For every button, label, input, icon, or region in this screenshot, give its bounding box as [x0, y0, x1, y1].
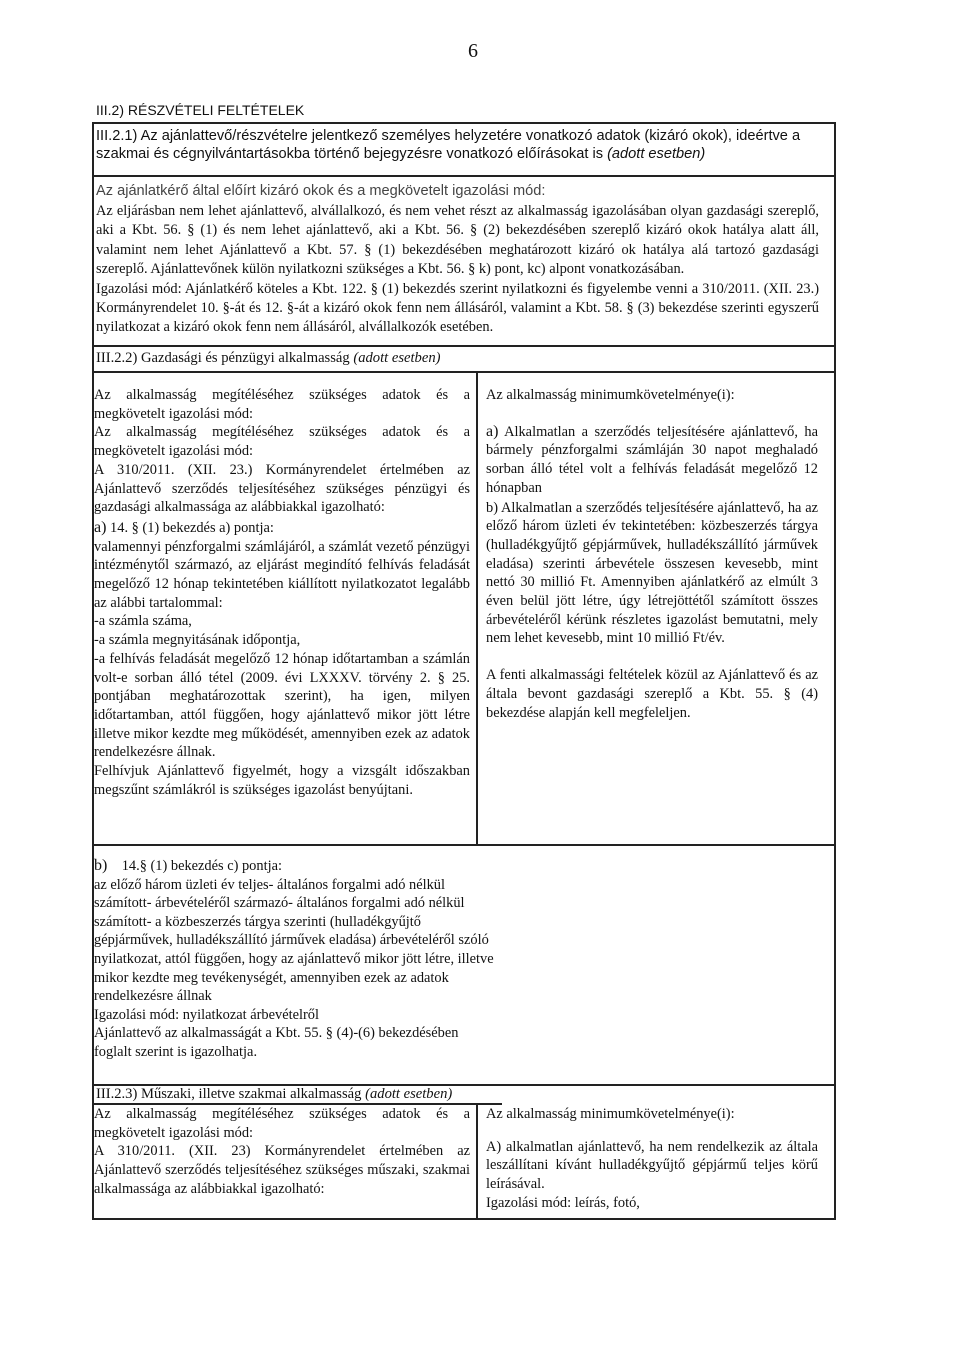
item-b-block: [94, 857, 494, 1062]
divider: [92, 175, 836, 177]
column-divider: [476, 1103, 478, 1220]
page-number: 6: [468, 40, 478, 62]
s3-left-label: Az alkalmasság megítéléséhez szükséges adatok és a megkövetelt igazolási mód:: [94, 1106, 470, 1141]
item-b-body: az előző három üzleti év teljes- általános forgalmi adó nélkül számított- árbevételéről származó- általános forgalmi adó nélkül számított- a közbeszerzés tárgya szerinti (hulladékgyűjtő gépjárművek, hulladékszállító járművek eladása) árbevételéről szóló nyilatkozat, attól függően, hogy az ajánlattevő mikor jött létre, illetve mikor kezdte meg tevékenységét, amennyiben ezek az adatok rendelkezésre állnak: [94, 876, 494, 1005]
s3-right-item-a: A) alkalmatlan ajánlattevő, ha nem rendelkezik az általa leszállítani kívánt hulladékgyűjtő gépjármű teljes körű leírásával.: [486, 1138, 818, 1193]
item-marker-a: a): [94, 518, 107, 536]
item-a-body: valamennyi pénzforgalmi számlájáról, a számlát vezető pénzügyi intézménytől származó, az eljárást megindító felhívás feladását megelőző 12 hónap tekintetében kiállított nyilatkozatot legalább az alábbi tartalommal:: [94, 538, 470, 611]
s3-left-intro: A 310/2011. (XII. 23) Kormányrendelet értelmében az Ajánlattevő szerződés teljesítéséhez szükséges műszaki, szakmai alkalmassága az alábbiakkal igazolható:: [94, 1143, 470, 1197]
s3-right-item-b: Igazolási mód: leírás, fotó,: [486, 1194, 640, 1211]
item-a-line: -a számla megnyitásának időpontja,: [94, 632, 301, 649]
item-a-heading: 14. § (1) bekezdés a) pontja:: [110, 519, 274, 536]
s1-body: [96, 202, 819, 338]
item-marker-b: b): [94, 857, 108, 874]
s2-right-label: Az alkalmasság minimumkövetelménye(i):: [486, 387, 735, 403]
item-a-note: Felhívjuk Ajánlattevő figyelmét, hogy a vizsgált időszakban megszűnt számlákról is szükséges igazolást benyújtani.: [94, 763, 470, 798]
s2-heading: III.2.2) Gazdasági és pénzügyi alkalmasság (adott esetben): [96, 350, 441, 366]
s3-right-column: [486, 1105, 818, 1213]
s3-left-column: [94, 1105, 470, 1199]
column-divider: [476, 371, 478, 844]
item-b-heading: 14.§ (1) bekezdés c) pontja:: [121, 858, 282, 874]
right-item-c: A fenti alkalmassági feltételek közül az Ajánlattevő és az általa bevont gazdasági szereplő a Kbt. 55. § (4) bekezdése alapján kell megfeleljen.: [486, 667, 818, 721]
divider: [92, 345, 836, 347]
s2-left-label: Az alkalmasság megítéléséhez szükséges adatok és a megkövetelt igazolási mód:: [94, 387, 470, 422]
right-item-b: b) Alkalmatlan a szerződés teljesítésére ajánlattevő, ha az előző három üzleti év tekintetében: közbeszerzés tárgya (hulladékgyűjtő gépjárművek, hulladékszállító járművek eladása) szerinti árbevétele összesen kevesebb, mint nettó 30 millió Ft. Amennyiben ajánlatkérő az elmúlt 3 éven belül jött létre, úgy létrejöttétől számított összes árbevételéről kérünk részletes igazolást bemutatni, mely nem lehet kevesebb, mint 10 millió Ft/év.: [486, 499, 818, 647]
s3-right-label: Az alkalmasság minimumkövetelménye(i):: [486, 1106, 735, 1122]
item-b-final: Ajánlattevő az alkalmasságát a Kbt. 55. § (4)-(6) bekezdésében foglalt szerint is igazolhatja.: [94, 1025, 459, 1060]
s2-right-column: [486, 386, 818, 722]
right-item-a: Alkalmatlan a szerződés teljesítésére ajánlattevő, ha bármely pénzforgalmi számláján 30 napot meghaladó sorban álló tétel volt a felhívás feladását megelőző 12 hónapban: [486, 423, 818, 496]
s2-left-intro: A 310/2011. (XII. 23.) Kormányrendelet értelmében az Ajánlattevő szerződés teljesítéséhez szükséges pénzügyi és gazdasági alkalmassága az alábbiakkal igazolható:: [94, 461, 470, 516]
item-b-igazolas: Igazolási mód: nyilatkozat árbevételről: [94, 1006, 319, 1023]
s1-paragraph-1: Az eljárásban nem lehet ajánlattevő, alvállalkozó, és nem vehet részt az alkalmasság igazolásában olyan gazdasági szereplő, aki a Kbt. 56. § (1) és nem lehet ajánlattevő, aki a Kbt. 56. § (2) bekezdésében szereplő kizáró okok hatálya alatt áll, valamint nem lehet Ajánlattevő a Kbt. 57. § (1) bekezdésében meghatározott kizáró ok hatálya alá tartozó gazdasági szereplő. Ajánlattevőnek külön nyilatkozni szükséges a Kbt. 56. § k) pont, kc) alpont vonatkozásában.: [96, 203, 819, 278]
item-a-line: -a felhívás feladását megelőző 12 hónap időtartamban a számlán volt-e sorban álló tétel (2009. évi LXXXV. törvény 2. § 25. pontjában meghatározottak szerint), ha igen, milyen időtartamban, attól függően, hogy ajánlattevő mikor jött létre illetve mikor kezdte meg működését, amennyiben ezek az adatok rendelkezésre állnak.: [94, 650, 470, 761]
s1-heading: III.2.1) Az ajánlattevő/részvételre jelentkező személyes helyzetére vonatkozó adatok (kizáró okok), ideértve a szakmai és cégnyilvántartásokba történő bejegyzésre vonatkozó előírásokat is (adott esetben): [96, 128, 801, 162]
section-title: III.2) RÉSZVÉTELI FELTÉTELEK: [96, 102, 305, 118]
right-marker-a: a): [486, 422, 499, 440]
s1-paragraph-2: Igazolási mód: Ajánlatkérő köteles a Kbt. 122. § (1) bekezdés szerint nyilatkozni és figyelembe venni a 310/2011. (XII. 23.) Kormányrendelet 10. §-át és 12. §-át a kizáró okok fenn nem állásáról, valamint a Kbt. 58. § (3) bekezdése szerinti egyszerű nyilatkozat a kizáró okok fenn nem állásáról, alvállalkozók esetében.: [96, 280, 819, 336]
divider: [92, 844, 836, 846]
s1-label: Az ajánlatkérő által előírt kizáró okok és a megkövetelt igazolási mód:: [96, 183, 546, 199]
s3-heading: III.2.3) Műszaki, illetve szakmai alkalmasság (adott esetben): [96, 1086, 453, 1102]
s2-left-column: [94, 386, 470, 799]
divider: [92, 371, 836, 373]
s2-left-label-repeat: Az alkalmasság megítéléséhez szükséges adatok és a megkövetelt igazolási mód:: [94, 424, 470, 460]
item-a-line: -a számla száma,: [94, 613, 192, 630]
